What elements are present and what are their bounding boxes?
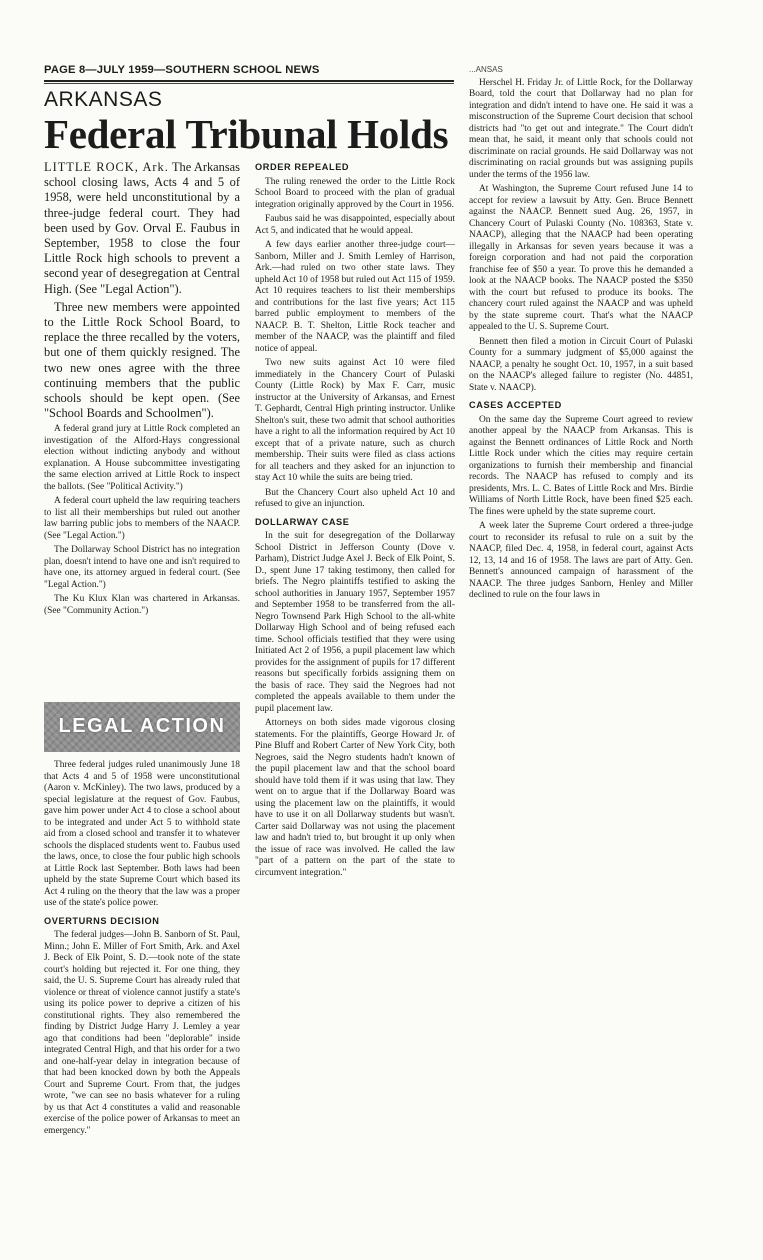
paragraph: Bennett then filed a motion in Circuit Court of Pulaski County for a summary judgment of $5,000 against the NAACP, a penalty he sought Oct. 10, 1957, in a suit based on the NAACP's alleged failure to register (No. 44851, State v. NAACP).	[469, 336, 693, 393]
subhead: OVERTURNS DECISION	[44, 915, 160, 926]
paragraph: The ruling renewed the order to the Little Rock School Board to proceed with the plan of gradual integration originally approved by the Court in 1956.	[255, 176, 455, 210]
column-2	[255, 160, 455, 882]
paragraph: Faubus said he was disappointed, especially about Act 5, and indicated that he would appeal.	[255, 214, 455, 236]
paragraph: The federal judges—John B. Sanborn of St. Paul, Minn.; John E. Miller of Fort Smith, Ark. and Axel J. Beck of Elk Point, S. D.—took note of the state court's holding but rejected it. For one thing, they said, the U. S. Supreme Court has already ruled that violence or threat of violence cannot justify a state's using its police power to deprive a citizen of his constitutional rights. They also remembered the finding by District Judge Harry J. Lemley a year ago that conditions had been "deplorable" inside integrated Central High, and that his order for a two and one-half-year delay in integration because of that had been knocked down by both the Appeals Court and Supreme Court. From that, the judges wrote, "we can see no basis whatever for a ruling by us that Act 4 constitutes a valid and reasonable exercise of the police power of Arkansas to meet an emergency."	[44, 930, 240, 1136]
subhead: ORDER REPEALED	[255, 162, 350, 172]
paragraph: Herschel H. Friday Jr. of Little Rock, for the Dollarway Board, told the court that Dollarway had no plan for integration and didn't intend to have one. He said it was a misconstruction of the Supreme Court decision that school districts had "to get out and integrate." The Court didn't mean that, he said, it meant only that schools could not discriminate on racial grounds. He said Dollarway was not discriminating on racial grounds but was assigning pupils under the terms of the 1956 law.	[469, 77, 693, 180]
header-rule-thin	[44, 83, 454, 84]
paragraph: On the same day the Supreme Court agreed to review another appeal by the NAACP from Arkansas. This is against the Bennett ordinances of Little Rock and North Little Rock under which the cities may require certain organizations to furnish their membership and financial records. The NAACP has refused to comply and its presidents, Mrs. L. C. Bates of Little Rock and Mrs. Birdie Williams of North Little Rock, have been fined $25 each. The fines were upheld by the state supreme court.	[469, 414, 693, 517]
paragraph: A week later the Supreme Court ordered a three-judge court to reconsider its refusal to rule on a suit by the NAACP, filed Dec. 4, 1958, in federal court, against Acts 12, 13, 14 and 16 of 1958. The laws are part of Atty. Gen. Bennett's announced campaign of harassment of the NAACP. The three judges Sanborn, Henley and Miller declined to rule on the four laws in	[469, 521, 693, 600]
lead-text: The Arkansas school closing laws, Acts 4 and 5 of 1958, were held unconstitutional by a three-judge federal court. They had been used by Gov. Orval E. Faubus in September, 1958 to close the four Little Rock high schools to prevent a second year of desegregation at Central High. (See "Legal Action").	[44, 160, 241, 296]
paragraph: The Dollarway School District has no integration plan, doesn't intend to have one and isn't required to have one, its attorney argued in federal court. (See "Legal Action.")	[44, 545, 240, 590]
paragraph: At Washington, the Supreme Court refused June 14 to accept for review a lawsuit by Atty. Gen. Bruce Bennett against the NAACP. Bennett sued Aug. 26, 1957, in Chancery Court of Pulaski County (No. 108363, State v. NAACP), alleging that the NAACP had been operating illegally in Arkansas for seven years because it was a foreign corporation and had not paid the corporation franchise fee of $50 a year. To prove this he demanded a look at the NAACP books. The NAACP posted the $350 with the court but refused to produce its books. The chancery court ruled against the NAACP and was upheld by the state supreme court. That's what the NAACP appealed to the U. S. Supreme Court.	[469, 184, 693, 332]
dateline: LITTLE ROCK, Ark.	[44, 160, 169, 174]
header-rule	[44, 80, 454, 82]
subhead: DOLLARWAY CASE	[255, 516, 350, 527]
paragraph: In the suit for desegregation of the Dollarway School District in Jefferson County (Dove v. Parham), District Judge Axel J. Beck of Elk Point, S. D., spent June 17 taking testimony, then called for briefs. The Negro plaintiffs testified to asking the school authorities in January 1957, September 1957 and September 1958 to be transferred from the all-Negro Townsend Park High School to the all-white Dollarway High School and of being refused each time. School officials testified that they were using Initiated Act 2 of 1956, a pupil placement law which provides for the assignment of pupils for 17 different reasons but specifically forbids assigning them on the basis of race. They said the Negroes had not completed the appeals available to them under the pupil placement law.	[255, 531, 455, 714]
paragraph: The Ku Klux Klan was chartered in Arkansas. (See "Community Action.")	[44, 594, 240, 616]
subhead: CASES ACCEPTED	[469, 400, 562, 410]
lead-paragraph	[44, 160, 240, 297]
paragraph: A federal court upheld the law requiring teachers to list all their memberships but ruled out another law barring public jobs to members of the NAACP. (See "Legal Action.")	[44, 496, 240, 541]
paragraph: Three federal judges ruled unanimously June 18 that Acts 4 and 5 of 1958 were unconstitutional (Aaron v. McKinley). The two laws, produced by a special legislature at the request of Gov. Faubus, gave him power under Act 4 to close a school about to be integrated and under Act 5 to withhold state aid from a closed school and transfer it to whatever schools the displaced students went to. Faubus used the laws, once, to close the four public high schools at Little Rock last September. Both laws had been upheld by the state Supreme Court which based its Act 4 ruling on the theory that the law was a proper use of the state's police power.	[44, 760, 240, 908]
paragraph: A federal grand jury at Little Rock completed an investigation of the Alford-Hays congressional election without indicting anybody and without explanation. A House subcommittee investigating the same election arrived at Little Rock to inspect the ballots. (See "Political Activity.")	[44, 424, 240, 492]
column-1	[44, 160, 240, 620]
paragraph: But the Chancery Court also upheld Act 10 and refused to give an injunction.	[255, 487, 455, 509]
page-header: PAGE 8—JULY 1959—SOUTHERN SCHOOL NEWS	[44, 64, 320, 76]
column-3	[469, 64, 693, 605]
column-fragment-header: ...ANSAS	[469, 65, 503, 74]
paragraph: A few days earlier another three-judge court—Sanborn, Miller and J. Smith Lemley of Harrison, Ark.—had ruled on two other state laws. They upheld Act 10 of 1958 but ruled out Act 115 of 1959. Act 10 requires teachers to list their memberships and contributions for the last five years; Act 115 barred public employment to members of the NAACP. B. T. Shelton, Little Rock teacher and member of the NAACP, was the plaintiff and filed notice of appeal.	[255, 240, 455, 354]
banner-label: LEGAL ACTION	[58, 715, 226, 737]
paragraph: Two new suits against Act 10 were filed immediately in the Chancery Court of Pulaski County (Little Rock) by Max F. Carr, music instructor at the University of Arkansas, and Ernest T. Gephardt, Central High printing instructor. Unlike Shelton's suit, these two admit that school authorities have a right to all the information required by Act 10 except that of a private nature, such as church membership. Their suits were filed as class actions for all teachers and they asked for an injunction to stay Act 10 while the suits are being tried.	[255, 358, 455, 483]
headline: Federal Tribunal Holds	[44, 111, 449, 157]
paragraph: Attorneys on both sides made vigorous closing statements. For the plaintiffs, George Howard Jr. of Pine Bluff and Robert Carter of New York City, both Negroes, said the Negro students hadn't known of the pupil placement law and that the school board should have told them if it was using that law. They went on to argue that if the Dollarway Board was using the placement law on the plaintiffs, it would have to use it on all Dollarway students but wasn't. Carter said Dollarway was not using the placement law and hadn't tried to, but brought it up only when the issue of race was involved. He called the law "part of a pattern on the part of the state to circumvent integration."	[255, 718, 455, 878]
section-title: ARKANSAS	[44, 88, 163, 111]
paragraph: Three new members were appointed to the Little Rock School Board, to replace the three recalled by the voters, but one of them quickly resigned. The two new ones agree with the three continuing members that the public schools should be kept open. (See "School Boards and Schoolmen").	[44, 299, 240, 421]
column-1-continued	[44, 760, 240, 1140]
legal-action-banner	[44, 702, 240, 752]
